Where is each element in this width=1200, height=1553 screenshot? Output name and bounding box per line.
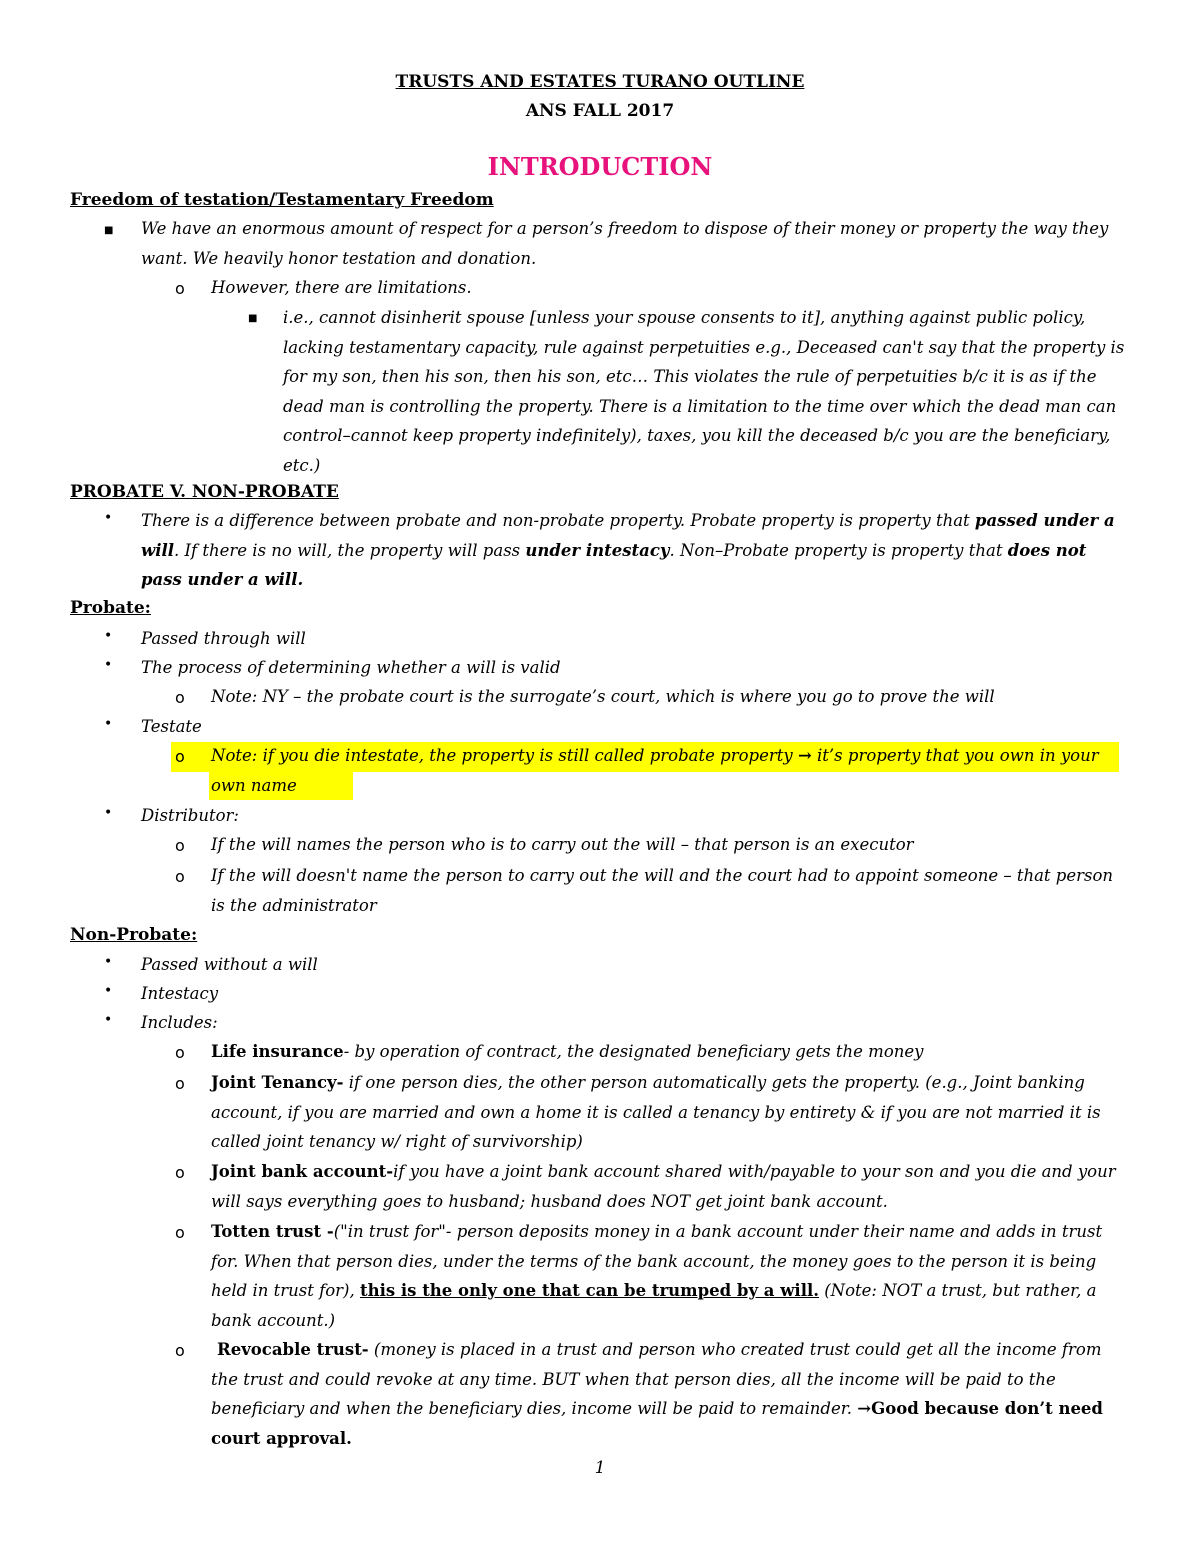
joint-bank-account-text: if you have a joint bank account shared with/payable to your son and you die and your will says everything goes to husband; husband does NOT get joint bank account. xyxy=(211,1162,1116,1211)
bullet-icon: • xyxy=(104,954,113,970)
nonprobate-bullet-2: Intestacy xyxy=(141,984,219,1003)
totten-trust-label: Totten trust - xyxy=(211,1222,334,1241)
arrow-right-icon: → xyxy=(797,746,812,765)
freedom-bullet-1: We have an enormous amount of respect for a person’s freedom to dispose of their money or property the way they want. We heavily honor testation and donation. xyxy=(141,219,1109,268)
circle-bullet-icon: o xyxy=(175,836,185,855)
nonprobate-joint-bank-account xyxy=(211,1157,1121,1216)
probate-vs-bold-2: under intestacy xyxy=(525,540,670,560)
circle-bullet-icon: o xyxy=(175,1163,185,1182)
section-heading-introduction: INTRODUCTION xyxy=(487,152,713,181)
probate-vs-paragraph xyxy=(141,506,1121,595)
document-subtitle: ANS FALL 2017 xyxy=(525,101,675,121)
heading-probate-vs-nonprobate: PROBATE V. NON-PROBATE xyxy=(70,482,339,502)
life-insurance-label: Life insurance xyxy=(211,1042,344,1061)
bullet-icon: • xyxy=(104,628,113,644)
circle-bullet-icon: o xyxy=(175,279,185,298)
probate-bullet-3-sub-highlighted xyxy=(211,741,1116,800)
circle-bullet-icon: o xyxy=(175,1223,185,1242)
probate-bullet-2-sub: Note: NY – the probate court is the surrogate’s court, which is where you go to prove the will xyxy=(211,687,995,706)
joint-bank-account-label: Joint bank account- xyxy=(211,1162,394,1181)
circle-bullet-icon: o xyxy=(175,747,185,766)
bullet-icon: • xyxy=(104,805,113,821)
bullet-icon: • xyxy=(104,1012,113,1028)
joint-tenancy-label: Joint Tenancy- xyxy=(211,1073,344,1092)
arrow-right-icon: → xyxy=(857,1399,872,1418)
revocable-trust-bold: Good because don’t need court approval. xyxy=(211,1399,1103,1448)
nonprobate-bullet-3: Includes: xyxy=(141,1013,218,1032)
totten-trust-underlined: this is the only one that can be trumped by a will. xyxy=(359,1281,819,1300)
highlight-text-1: Note: if you die intestate, the property is still called probate property xyxy=(211,746,798,765)
probate-vs-bold-3: does not pass under a will. xyxy=(141,540,1087,589)
square-bullet-icon: ■ xyxy=(248,313,258,324)
bullet-icon: • xyxy=(104,716,113,732)
heading-nonprobate: Non-Probate: xyxy=(70,925,198,945)
bullet-icon: • xyxy=(104,983,113,999)
freedom-subsub-1: i.e., cannot disinherit spouse [unless your spouse consents to it], anything against public policy, lacking testamentary capacity, rule against perpetuities e.g., Deceased can't say that the property is for my son, then his son, then his son, etc… This violates the rule of perpetuities b/c it is as if the dead man is controlling the property. There is a limitation to the time over which the dead man can control–cannot keep property indefinitely), taxes, you kill the deceased b/c you are the beneficiary, etc.) xyxy=(283,308,1125,475)
heading-probate: Probate: xyxy=(70,598,151,618)
nonprobate-totten-trust xyxy=(211,1217,1121,1335)
revocable-trust-label: Revocable trust- xyxy=(217,1340,369,1359)
document-title: TRUSTS AND ESTATES TURANO OUTLINE xyxy=(395,72,805,92)
highlight-text-2: it’s property that you own in your own name xyxy=(211,746,1099,795)
bullet-icon: • xyxy=(104,657,113,673)
freedom-sub-1: However, there are limitations. xyxy=(211,278,472,297)
circle-bullet-icon: o xyxy=(175,1043,185,1062)
circle-bullet-icon: o xyxy=(175,688,185,707)
bullet-icon: • xyxy=(104,510,113,526)
probate-bullet-2: The process of determining whether a will is valid xyxy=(141,658,561,677)
probate-bullet-4-sub-2: If the will doesn't name the person to carry out the will and the court had to appoint someone – that person is the administrator xyxy=(211,866,1114,915)
nonprobate-life-insurance xyxy=(211,1037,1141,1067)
heading-freedom-of-testation: Freedom of testation/Testamentary Freedom xyxy=(70,190,494,210)
joint-tenancy-text: if one person dies, the other person automatically gets the property. (e.g., Joint banking account, if you are married and own a home it is called a tenancy by entirety & if you are not married it is called joint tenancy w/ right of survivorship) xyxy=(211,1073,1101,1151)
probate-bullet-4: Distributor: xyxy=(141,806,239,825)
circle-bullet-icon: o xyxy=(175,1341,185,1360)
circle-bullet-icon: o xyxy=(175,1074,185,1093)
probate-vs-text-1: There is a difference between probate and non-probate property. Probate property is property that xyxy=(141,511,975,530)
square-bullet-icon: ■ xyxy=(104,225,114,236)
totten-trust-text-1: ("in trust for"- person deposits money in a bank account under their name and adds in trust for. When that person dies, under the terms of the bank account, the money goes to the person it is being held in trust for), xyxy=(211,1222,1103,1300)
probate-bullet-4-sub-1: If the will names the person who is to carry out the will – that person is an executor xyxy=(211,835,914,854)
life-insurance-text: - by operation of contract, the designated beneficiary gets the money xyxy=(343,1042,924,1061)
revocable-trust-text: (money is placed in a trust and person who created trust could get all the income from the trust and could revoke at any time. BUT when that person dies, all the income will be paid to the beneficiary and when the beneficiary dies, income will be paid to remainder. xyxy=(211,1340,1102,1418)
page-number: 1 xyxy=(594,1458,606,1478)
probate-vs-text-2: . If there is no will, the property will pass xyxy=(174,540,526,560)
probate-bullet-1: Passed through will xyxy=(141,629,306,648)
nonprobate-revocable-trust xyxy=(211,1335,1121,1453)
totten-trust-text-2: (Note: NOT a trust, but rather, a bank account.) xyxy=(211,1281,1097,1330)
circle-bullet-icon: o xyxy=(175,867,185,886)
nonprobate-joint-tenancy xyxy=(211,1068,1121,1157)
probate-vs-bold-1: passed under a will xyxy=(141,511,1115,560)
probate-vs-text-3: . Non–Probate property is property that xyxy=(669,540,1008,560)
nonprobate-bullet-1: Passed without a will xyxy=(141,955,318,974)
probate-bullet-3: Testate xyxy=(141,717,202,736)
